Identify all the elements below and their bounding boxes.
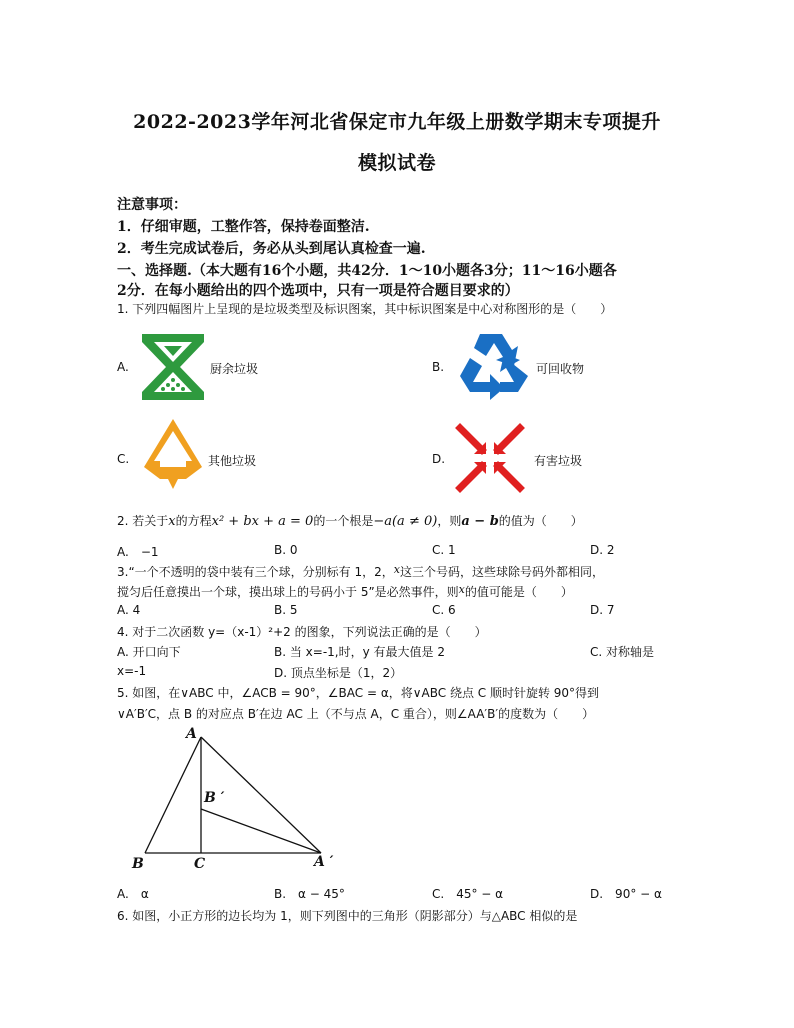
q1-option-a-label: 厨余垃圾 (210, 362, 259, 376)
q3-text-4: 的值可能是（ ） (464, 585, 573, 599)
q4-option-d: D. 顶点坐标是（1，2） (274, 666, 403, 680)
q5-option-d: D. 90° − α (590, 887, 662, 901)
q2-text-4: ，则 (437, 514, 462, 528)
q3-option-a: A. 4 (117, 603, 141, 617)
q5-option-b: B. α − 45° (274, 887, 345, 901)
q3-text-3: 搅匀后任意摸出一个球，摸出球上的号码小于 5”是必然事件，则 (117, 585, 459, 599)
triangle-arrow-icon (142, 417, 204, 491)
notes-item-2: 2．考生完成试卷后，务必从头到尾认真检查一遍. (117, 241, 426, 257)
q3-var-x: x (393, 563, 400, 576)
q4-option-c-cont: x=-1 (117, 664, 147, 678)
q3-option-b: B. 5 (274, 603, 298, 617)
q3-option-d: D. 7 (590, 603, 615, 617)
q5-option-a: A. α (117, 887, 149, 901)
q2-root: −a(a ≠ 0) (373, 514, 438, 529)
q1-option-b-letter: B. (432, 360, 445, 374)
section-heading-line2: 2分．在每小题给出的四个选项中，只有一项是符合题目要求的） (117, 283, 519, 299)
q5-label-b-prime: B ′ (204, 790, 225, 806)
q2-option-b: B. 0 (274, 543, 298, 557)
q2-text-5: 的值为（ ） (498, 514, 583, 528)
q1-option-b-label: 可回收物 (536, 362, 585, 376)
q5-stem-line1: 5. 如图，在∨ABC 中，∠ACB = 90°，∠BAC = α，将∨ABC 绕点 C 顺时针旋转 90°得到 (117, 686, 600, 700)
q5-triangle-figure (125, 725, 355, 875)
q5-label-b: B (132, 856, 144, 872)
q4-stem: 4. 对于二次函数 y=（x-1）²+2 的图象，下列说法正确的是（ ） (117, 625, 487, 639)
q5-label-a: A (186, 726, 197, 742)
q1-option-c-label: 其他垃圾 (208, 454, 257, 468)
q5-stem-line2: ∨A′B′C，点 B 的对应点 B′在边 AC 上（不与点 A，C 重合），则∠AA′B′的度数为（ ） (117, 707, 595, 721)
q1-option-a-letter: A. (117, 360, 129, 374)
hourglass-icon (140, 332, 206, 402)
q2-option-c: C. 1 (432, 543, 456, 557)
q2-text-2: 的方程 (175, 514, 212, 528)
q2-option-a: A. −1 (117, 545, 159, 559)
q4-option-a: A. 开口向下 (117, 645, 181, 659)
q2-equation: x² + bx + a = 0 (211, 514, 314, 529)
q5-label-a-prime: A ′ (314, 854, 334, 870)
q2-text-1: 2. 若关于 (117, 514, 169, 528)
q3-stem-line1 (117, 563, 604, 580)
q2-var-x: x (168, 514, 176, 529)
q2-stem (117, 512, 583, 529)
q3-stem-line2 (117, 583, 573, 600)
q6-stem: 6. 如图，小正方形的边长均为 1，则下列图中的三角形（阴影部分）与△ABC 相似的是 (117, 909, 578, 923)
q2-option-d: D. 2 (590, 543, 615, 557)
q3-text-2: 这三个号码，这些球除号码外都相同， (399, 565, 604, 579)
cross-arrows-icon (456, 424, 524, 492)
q4-option-c: C. 对称轴是 (590, 645, 655, 659)
section-heading-line1: 一、选择题.（本大题有16个小题，共42分．1～10小题各3分；11～16小题各 (117, 263, 617, 279)
exam-subtitle: 模拟试卷 (357, 152, 436, 174)
q2-expression: a − b (461, 514, 499, 529)
recycle-icon (456, 330, 532, 402)
q1-option-c-letter: C. (117, 452, 130, 466)
q1-option-d-label: 有害垃圾 (534, 454, 583, 468)
exam-title: 2022-2023学年河北省保定市九年级上册数学期末专项提升 (133, 111, 661, 133)
q1-stem: 1. 下列四幅图片上呈现的是垃圾类型及标识图案，其中标识图案是中心对称图形的是（ ） (117, 302, 613, 316)
q3-var-x2: x (458, 583, 465, 596)
q2-text-3: 的一个根是 (313, 514, 374, 528)
q3-text-1: 3.“一个不透明的袋中装有三个球，分别标有 1，2， (117, 565, 394, 579)
q4-option-b: B. 当 x=-1,时，y 有最大值是 2 (274, 645, 445, 659)
q5-label-c: C (194, 856, 206, 872)
q1-option-d-letter: D. (432, 452, 446, 466)
notes-heading: 注意事项： (117, 197, 187, 213)
q3-option-c: C. 6 (432, 603, 456, 617)
q5-option-c: C. 45° − α (432, 887, 504, 901)
notes-item-1: 1．仔细审题，工整作答，保持卷面整洁. (117, 219, 370, 235)
